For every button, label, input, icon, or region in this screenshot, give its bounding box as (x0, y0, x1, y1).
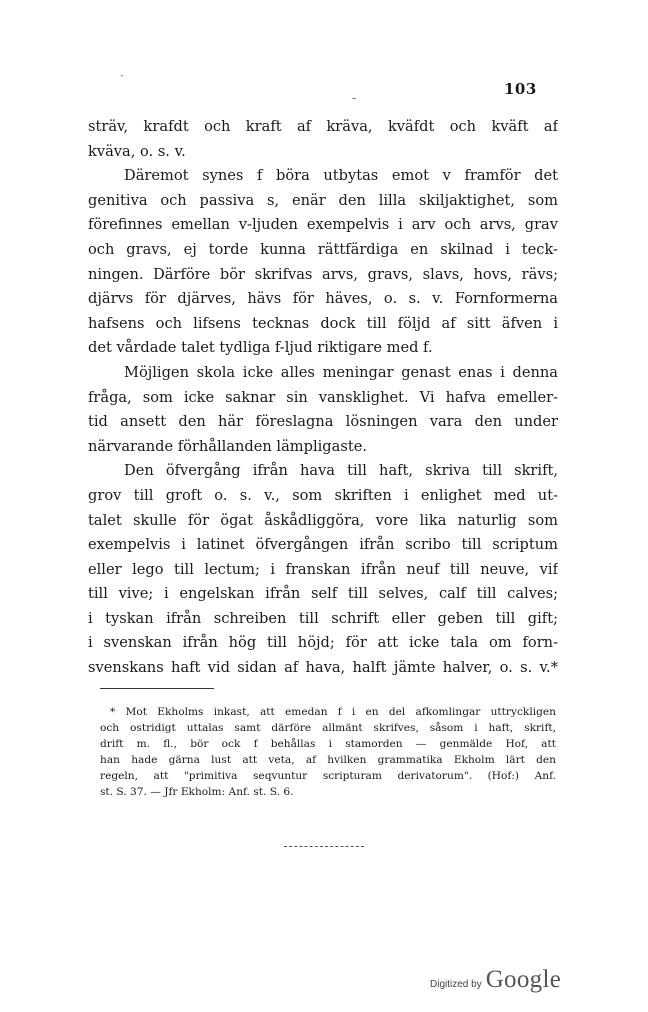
text-line: djärvs för djärves, hävs för häves, o. s. v. Fornformerna (88, 290, 558, 308)
stray-mark: - (352, 91, 357, 105)
page-number: 103 (504, 80, 537, 98)
footnote-line: han hade gärna lust att veta, af hvilken grammatika Ekholm lärt den (100, 754, 556, 766)
text-line: förefinnes emellan v-ljuden exempelvis i arv och arvs, grav (88, 216, 558, 234)
text-line: tid ansett den här föreslagna lösningen vara den under (88, 413, 558, 431)
google-logo: Google (485, 966, 562, 993)
text-line: eller lego till lectum; i franskan ifrån neuf till neuve, vif (88, 560, 558, 578)
text-line: talet skulle för ögat åskådliggöra, vore lika naturlig som (88, 511, 558, 529)
stray-mark: · (120, 69, 124, 83)
footnote (100, 704, 556, 800)
text-line: ningen. Därföre bör skrifvas arvs, gravs, slavs, hovs, rävs; (88, 265, 558, 283)
text-line: grov till groft o. s. v., som skriften i enlighet med ut- (88, 486, 558, 504)
text-line: och gravs, ej torde kunna rättfärdiga en skilnad i teck- (88, 240, 558, 258)
text-line: fråga, som icke saknar sin vansklighet. Vi hafva emeller- (88, 388, 558, 406)
text-line: i tyskan ifrån schreiben till schrift eller geben till gift; (88, 609, 558, 627)
digitized-by-watermark (430, 966, 561, 994)
end-rule (284, 846, 364, 847)
footnote-line: st. S. 37. — Jfr Ekholm: Anf. st. S. 6. (100, 786, 294, 798)
footnote-rule (100, 688, 214, 689)
text-line: sträv, krafdt och kraft af kräva, kväfdt och kväft af (88, 118, 558, 135)
text-line: kväva, o. s. v. (88, 142, 186, 160)
text-line: exempelvis i latinet öfvergången ifrån scribo till scriptum (88, 536, 558, 554)
text-line: genitiva och passiva s, enär den lilla skiljaktighet, som (88, 191, 558, 209)
text-line: närvarande förhållanden lämpligaste. (88, 437, 367, 455)
footnote-line: drift m. fl., bör ock f behållas i stamorden — genmälde Hof, att (100, 738, 556, 750)
text-line: Den öfvergång ifrån hava till haft, skriva till skrift, (124, 462, 558, 480)
footnote-line: * Mot Ekholms inkast, att emedan f i en del afkomlingar uttryckligen (110, 706, 556, 718)
text-line: Möjligen skola icke alles meningar genast enas i denna (124, 363, 558, 381)
watermark-prefix: Digitized by (430, 979, 482, 990)
text-line: till vive; i engelskan ifrån self till selves, calf till calves; (88, 585, 558, 603)
text-line: Däremot synes f böra utbytas emot v framför det (124, 167, 558, 185)
footnote-line: och ostridigt uttalas samt därföre allmänt skrifves, såsom i haft, skrift, (100, 722, 556, 734)
footnote-line: regeln, att "primitiva seqvuntur scripturam derivatorum". (Hof:) Anf. (100, 770, 556, 782)
body-text (88, 115, 558, 681)
text-line: hafsens och lifsens tecknas dock till följd af sitt äfven i (88, 314, 558, 332)
text-line: det vårdade talet tydliga f-ljud riktigare med f. (88, 339, 433, 357)
text-line: i svenskan ifrån hög till höjd; för att icke tala om forn- (88, 634, 558, 652)
text-line: svenskans haft vid sidan af hava, halft jämte halver, o. s. v.* (88, 659, 558, 677)
